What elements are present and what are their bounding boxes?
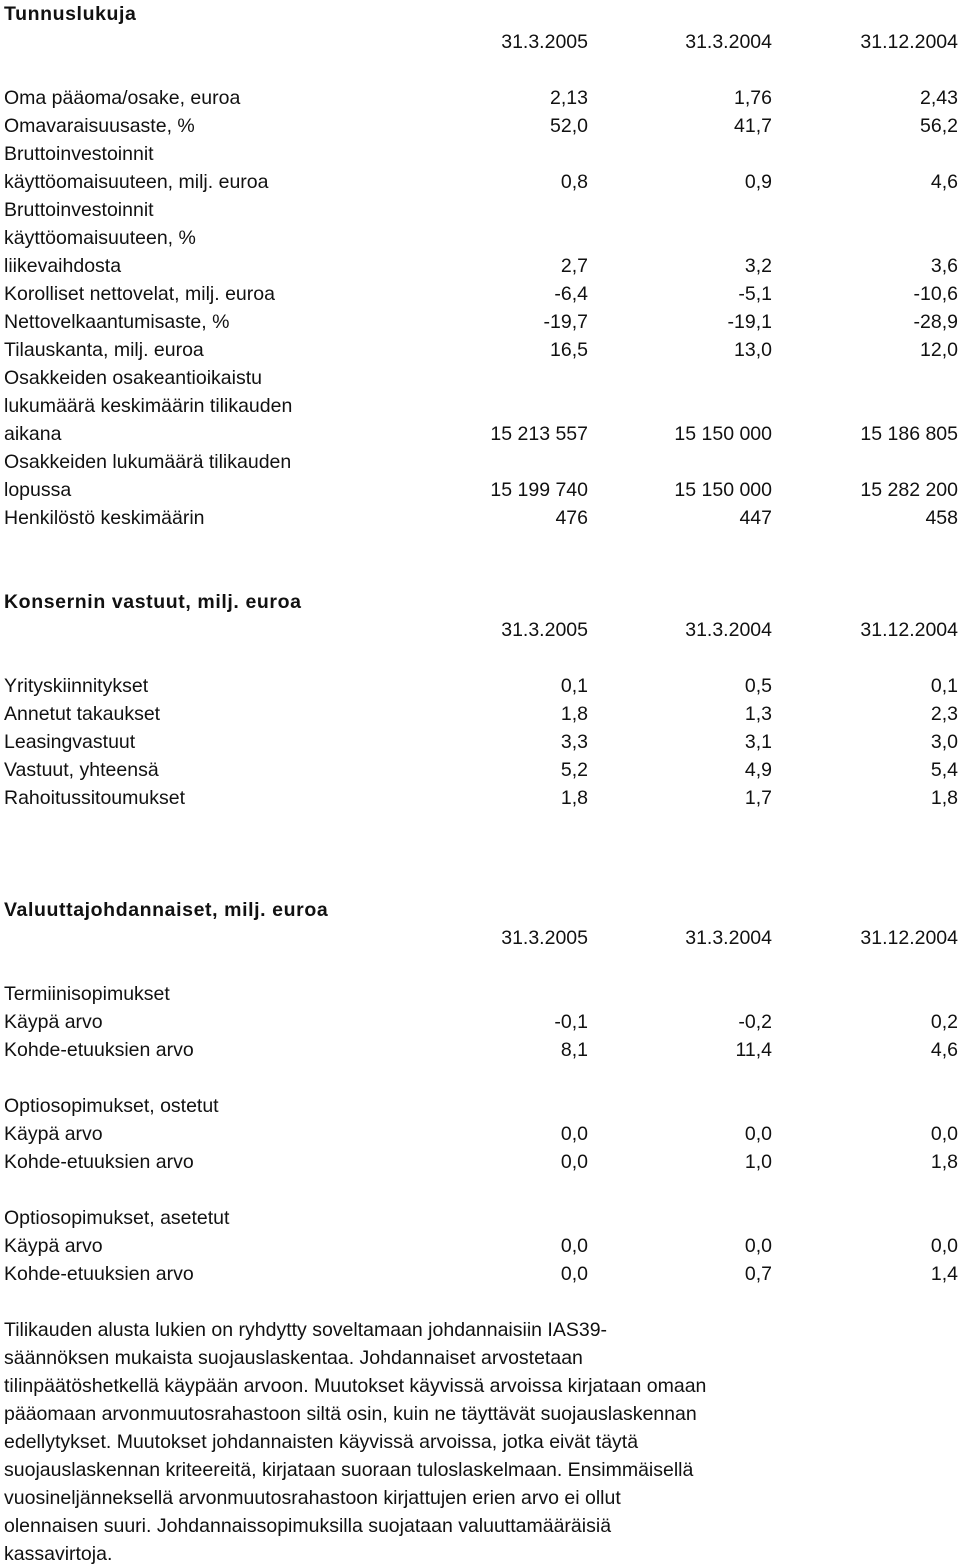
cell-value: 0,1 [930, 675, 958, 697]
cell-value: 0,0 [560, 1235, 588, 1257]
group-heading: Optiosopimukset, ostetut [4, 1095, 219, 1117]
table-row [4, 1148, 958, 1176]
paragraph-line: tilinpäätöshetkellä käypään arvoon. Muutokset käyvissä arvoissa kirjataan omaan [4, 1375, 707, 1397]
cell-value: 56,2 [920, 115, 958, 137]
cell-value: 1,0 [744, 1151, 772, 1173]
cell-value: -0,1 [554, 1011, 588, 1033]
cell-value: 0,0 [560, 1123, 588, 1145]
cell-value: 3,2 [744, 255, 772, 277]
cell-value: 0,9 [744, 171, 772, 193]
cell-value: 1,4 [930, 1263, 958, 1285]
row-label: Käypä arvo [4, 1235, 103, 1257]
cell-value: -10,6 [913, 283, 958, 305]
row-label: Kohde-etuuksien arvo [4, 1263, 194, 1285]
paragraph-line: edellytykset. Muutokset johdannaisten käyvissä arvoissa, jotka eivät täytä [4, 1431, 639, 1453]
cell-value: 41,7 [734, 115, 772, 137]
cell-value: 1,8 [930, 1151, 958, 1173]
date-header: 31.12.2004 [860, 619, 958, 641]
paragraph-line: pääomaan arvonmuutosrahastoon siltä osin, kuin ne täyttävät suojauslaskennan [4, 1403, 697, 1425]
row-label: lukumäärä keskimäärin tilikauden [4, 395, 293, 417]
cell-value: 4,9 [744, 759, 772, 781]
cell-value: 1,8 [930, 787, 958, 809]
table-row [4, 1036, 958, 1064]
table-row [4, 700, 958, 728]
row-label: Kohde-etuuksien arvo [4, 1039, 194, 1061]
table-row [4, 280, 958, 308]
cell-value: 15 282 200 [860, 479, 958, 501]
cell-value: 13,0 [734, 339, 772, 361]
cell-value: 15 186 805 [860, 423, 958, 445]
table-row [4, 420, 958, 448]
row-label: Osakkeiden lukumäärä tilikauden [4, 451, 292, 473]
cell-value: 2,7 [560, 255, 588, 277]
table-row [4, 252, 958, 280]
cell-value: 15 150 000 [674, 479, 772, 501]
cell-value: 458 [925, 507, 958, 529]
cell-value: 0,0 [560, 1151, 588, 1173]
cell-value: 5,4 [930, 759, 958, 781]
table-row [4, 476, 958, 504]
row-label: aikana [4, 423, 62, 445]
row-label: Rahoitussitoumukset [4, 787, 186, 809]
row-label: Omavaraisuusaste, % [4, 115, 195, 137]
paragraph-line: vuosineljänneksellä arvonmuutosrahastoon kirjattujen erien arvo ei ollut [4, 1487, 621, 1509]
cell-value: 0,0 [744, 1235, 772, 1257]
table-row-label-line [4, 448, 958, 476]
date-header-row [4, 616, 958, 644]
cell-value: 0,8 [560, 171, 588, 193]
row-label: Tilauskanta, milj. euroa [4, 339, 204, 361]
row-label: Kohde-etuuksien arvo [4, 1151, 194, 1173]
row-label: käyttöomaisuuteen, % [4, 227, 196, 249]
cell-value: 2,3 [930, 703, 958, 725]
section-title-key-figures: Tunnuslukuja [4, 3, 137, 25]
row-label: Osakkeiden osakeantioikaistu [4, 367, 262, 389]
table-row [4, 168, 958, 196]
table-row [4, 504, 958, 532]
cell-value: 3,6 [930, 255, 958, 277]
row-label: Nettovelkaantumisaste, % [4, 311, 230, 333]
cell-value: 1,3 [744, 703, 772, 725]
cell-value: 0,1 [560, 675, 588, 697]
cell-value: -28,9 [913, 311, 958, 333]
row-label: Käypä arvo [4, 1011, 103, 1033]
cell-value: 0,0 [560, 1263, 588, 1285]
table-row-label-line [4, 196, 958, 224]
table-row [4, 728, 958, 756]
cell-value: 447 [739, 507, 772, 529]
row-label: Henkilöstö keskimäärin [4, 507, 205, 529]
table-row [4, 1232, 958, 1260]
cell-value: 1,8 [560, 703, 588, 725]
row-label: Korolliset nettovelat, milj. euroa [4, 283, 275, 305]
cell-value: -19,7 [543, 311, 588, 333]
cell-value: 12,0 [920, 339, 958, 361]
cell-value: 0,7 [744, 1263, 772, 1285]
cell-value: 3,0 [930, 731, 958, 753]
cell-value: 4,6 [930, 1039, 958, 1061]
group-heading: Optiosopimukset, asetetut [4, 1207, 230, 1229]
date-header: 31.3.2005 [501, 31, 588, 53]
date-header: 31.3.2005 [501, 619, 588, 641]
table-row-label-line [4, 140, 958, 168]
date-header: 31.3.2004 [685, 927, 772, 949]
table-row [4, 784, 958, 812]
row-label: Yrityskiinnitykset [4, 675, 149, 697]
table-row-label-line [4, 392, 958, 420]
cell-value: -19,1 [727, 311, 772, 333]
paragraph-line: Tilikauden alusta lukien on ryhdytty soveltamaan johdannaisiin IAS39- [4, 1319, 608, 1341]
row-label: Käypä arvo [4, 1123, 103, 1145]
cell-value: 0,5 [744, 675, 772, 697]
date-header: 31.3.2004 [685, 31, 772, 53]
table-row [4, 308, 958, 336]
table-row [4, 672, 958, 700]
table-row [4, 1120, 958, 1148]
cell-value: 1,7 [744, 787, 772, 809]
table-row [4, 756, 958, 784]
section-title-liabilities: Konsernin vastuut, milj. euroa [4, 591, 302, 613]
document-page [4, 0, 958, 1568]
cell-value: 3,3 [560, 731, 588, 753]
row-label: käyttöomaisuuteen, milj. euroa [4, 171, 269, 193]
table-row-label-line [4, 224, 958, 252]
table-row [4, 112, 958, 140]
cell-value: 15 199 740 [490, 479, 588, 501]
group-heading: Termiinisopimukset [4, 983, 170, 1005]
cell-value: 3,1 [744, 731, 772, 753]
cell-value: 0,2 [930, 1011, 958, 1033]
date-header: 31.12.2004 [860, 927, 958, 949]
row-label: Vastuut, yhteensä [4, 759, 159, 781]
table-row-label-line [4, 364, 958, 392]
cell-value: 16,5 [550, 339, 588, 361]
cell-value: 15 150 000 [674, 423, 772, 445]
cell-value: 2,13 [550, 87, 588, 109]
date-header-row [4, 28, 958, 56]
cell-value: 1,76 [734, 87, 772, 109]
row-label: Bruttoinvestoinnit [4, 199, 154, 221]
cell-value: -0,2 [738, 1011, 772, 1033]
cell-value: 476 [555, 507, 588, 529]
cell-value: -5,1 [738, 283, 772, 305]
note-paragraph [4, 1316, 958, 1568]
table-row [4, 1008, 958, 1036]
date-header-row [4, 924, 958, 952]
table-row [4, 336, 958, 364]
section-title-derivatives: Valuuttajohdannaiset, milj. euroa [4, 899, 329, 921]
date-header: 31.3.2004 [685, 619, 772, 641]
row-label: Oma pääoma/osake, euroa [4, 87, 241, 109]
cell-value: 4,6 [930, 171, 958, 193]
row-label: Annetut takaukset [4, 703, 161, 725]
cell-value: 2,43 [920, 87, 958, 109]
paragraph-line: säännöksen mukaista suojauslaskentaa. Johdannaiset arvostetaan [4, 1347, 583, 1369]
paragraph-line: kassavirtoja. [4, 1543, 113, 1565]
cell-value: 0,0 [930, 1123, 958, 1145]
cell-value: 11,4 [735, 1039, 772, 1061]
cell-value: -6,4 [554, 283, 588, 305]
row-label: Leasingvastuut [4, 731, 136, 753]
table-row [4, 84, 958, 112]
cell-value: 0,0 [930, 1235, 958, 1257]
cell-value: 15 213 557 [490, 423, 588, 445]
cell-value: 5,2 [560, 759, 588, 781]
paragraph-line: olennaisen suuri. Johdannaissopimuksilla suojataan valuuttamääräisiä [4, 1515, 612, 1537]
row-label: liikevaihdosta [4, 255, 122, 277]
table-row [4, 1260, 958, 1288]
paragraph-line: suojauslaskennan kriteereitä, kirjataan suoraan tuloslaskelmaan. Ensimmäisellä [4, 1459, 694, 1481]
date-header: 31.12.2004 [860, 31, 958, 53]
row-label: Bruttoinvestoinnit [4, 143, 154, 165]
cell-value: 52,0 [550, 115, 588, 137]
cell-value: 1,8 [560, 787, 588, 809]
date-header: 31.3.2005 [501, 927, 588, 949]
cell-value: 0,0 [744, 1123, 772, 1145]
row-label: lopussa [4, 479, 72, 501]
cell-value: 8,1 [560, 1039, 588, 1061]
